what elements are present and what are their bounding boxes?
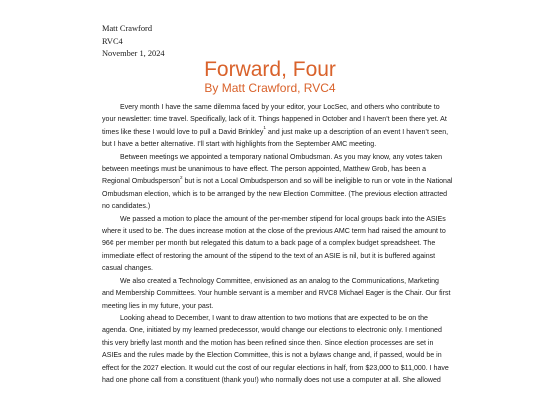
- body-line: meeting lies in my future, your past.: [102, 302, 214, 310]
- article-title: Forward, Four: [204, 58, 336, 81]
- body-line: immediate effect of restoring the amount of the stipend to the text of an ASIE is nil, but it is buffered against: [102, 252, 436, 260]
- letter-header: [102, 23, 165, 61]
- body-line: agenda. One, initiated by my learned predecessor, would change our elections to electronic only. I mentioned: [102, 327, 442, 335]
- article-body: [102, 102, 453, 387]
- body-line-part: and just make up a description of an event I haven’t seen,: [267, 128, 449, 136]
- body-line: had one phone call from a constituent (thank you!) who normally does not use a computer at all. She allowed: [102, 376, 441, 384]
- body-line: Between meetings we appointed a temporary national Ombudsman. As you may know, any votes taken: [120, 153, 442, 161]
- body-line: where it used to be. The dues increase motion at the close of the previous AMC term had raised the amount to: [102, 228, 446, 236]
- body-line: your newsletter: time travel. Specifically, lack of it. Things happened in October and I haven’t been there yet. At: [102, 116, 447, 124]
- footnote-mark: 2: [179, 175, 183, 181]
- body-line: [102, 175, 453, 188]
- body-line: no candidates.): [102, 203, 151, 211]
- article-byline: By Matt Crawford, RVC4: [204, 81, 336, 95]
- letter-date: November 1, 2024: [102, 49, 165, 59]
- body-line: Every month I have the same dilemma faced by your editor, your LocSec, and others who contribute to: [120, 104, 440, 111]
- body-line-part: times like these I would love to pull a David Brinkley: [102, 128, 264, 136]
- body-line: this very briefly last month and the motion has been refined since then. Since election processes are set in: [102, 339, 434, 347]
- body-line: ASIEs and the rules made by the Election Committee, this is not a bylaws change and, if passed, would be in: [102, 352, 442, 360]
- body-line-part: but is not a Local Ombudsperson and so will be ineligible to run or vote in the National: [184, 178, 453, 186]
- body-line: [102, 125, 449, 139]
- body-line: and Membership Committees. Your humble servant is a member and RVC8 Michael Eager is the Chair. Our first: [102, 290, 451, 298]
- body-line: We also created a Technology Committee, envisioned as an analog to the Communications, Marketing: [120, 277, 439, 285]
- body-line: 96¢ per member per month but relegated this datum to a back page of a complex budget spreadsheet. The: [102, 240, 436, 248]
- club-name: RVC4: [102, 36, 123, 46]
- body-line-part: Regional Ombudsperson: [102, 178, 180, 186]
- body-line: but I have a better alternative. I’ll start with highlights from the September AMC meeting.: [102, 141, 377, 149]
- body-line: casual changes.: [102, 265, 153, 273]
- body-line: We passed a motion to place the amount of the per-member stipend for local groups back into the ASIEs: [120, 215, 446, 223]
- body-line: between meetings must be unanimous to have effect. The person appointed, Matthew Grob, has been a: [102, 166, 427, 174]
- footnote-mark: 1: [263, 125, 266, 131]
- author-name: Matt Crawford: [102, 24, 153, 33]
- body-line: effect for the 2027 election. It would cut the cost of our regular elections in half, from $23,000 to $11,000. I have: [102, 364, 449, 372]
- body-line: Looking ahead to December, I want to draw attention to two motions that are expected to be on the: [120, 314, 428, 322]
- body-line: Ombudsman election, which is to be arranged by the new Election Committee. (The previous election attracted: [102, 190, 448, 198]
